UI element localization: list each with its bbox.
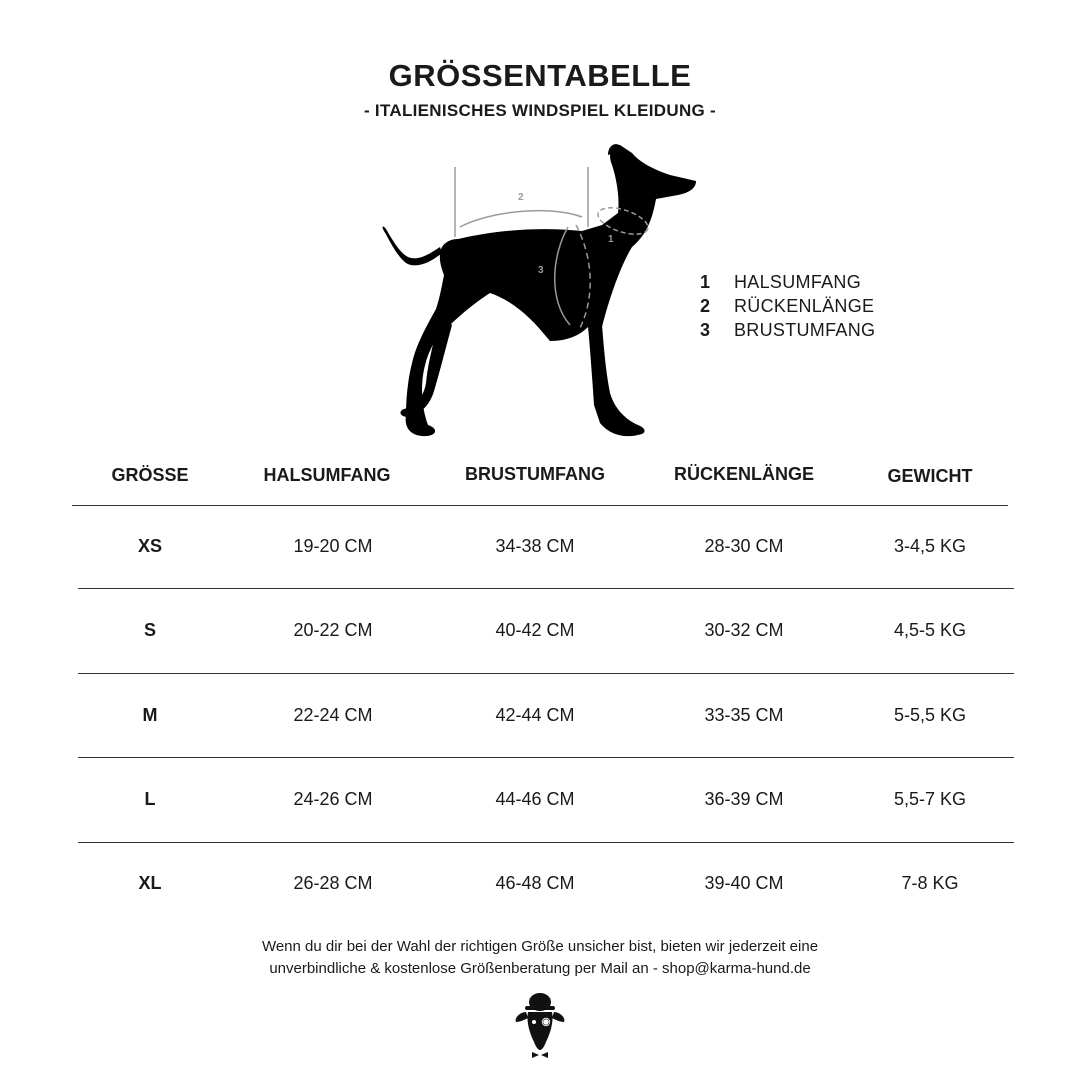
dog-head-logo-icon	[512, 990, 568, 1058]
table-divider	[78, 588, 1014, 589]
header-brustumfang: BRUSTUMFANG	[465, 464, 605, 484]
rueckenlaenge-cell: 33-35 CM	[704, 705, 784, 725]
halsumfang-cell: 22-24 CM	[293, 705, 373, 725]
legend-row-brustumfang	[700, 318, 875, 342]
brustumfang-cell: 34-38 CM	[495, 536, 575, 556]
size-cell: XL	[138, 873, 162, 893]
diagram-marker-2: 2	[518, 192, 524, 203]
brustumfang-cell: 46-48 CM	[495, 873, 575, 893]
measurement-legend	[700, 270, 875, 342]
page-subtitle: - ITALIENISCHES WINDSPIEL KLEIDUNG -	[363, 101, 717, 120]
note-line-2: unverbindliche & kostenlose Größenberatung per Mail an - shop@karma-hund.de	[269, 960, 811, 977]
legend-label: HALSUMFANG	[734, 271, 862, 292]
size-cell: XS	[137, 536, 162, 556]
size-cell: S	[143, 620, 156, 640]
rueckenlaenge-cell: 36-39 CM	[704, 789, 784, 809]
table-divider	[78, 757, 1014, 758]
brustumfang-cell: 42-44 CM	[495, 705, 575, 725]
legend-label: BRUSTUMFANG	[734, 319, 876, 340]
legend-number: 3	[700, 319, 711, 340]
note-line-1: Wenn du dir bei der Wahl der richtigen Größe unsicher bist, bieten wir jederzeit eine	[261, 938, 819, 955]
gewicht-cell: 3-4,5 KG	[893, 536, 967, 556]
size-cell: M	[142, 705, 158, 725]
halsumfang-cell: 26-28 CM	[293, 873, 373, 893]
diagram-marker-3: 3	[538, 265, 544, 276]
legend-row-halsumfang	[700, 270, 875, 294]
size-advice-note	[0, 936, 1080, 980]
table-divider	[78, 842, 1014, 843]
halsumfang-cell: 24-26 CM	[293, 789, 373, 809]
halsumfang-cell: 20-22 CM	[293, 620, 373, 640]
gewicht-cell: 7-8 KG	[901, 873, 959, 893]
size-cell: L	[144, 789, 156, 809]
page-title: GRÖSSENTABELLE	[388, 58, 692, 93]
legend-row-rueckenlaenge	[700, 294, 875, 318]
table-divider	[78, 673, 1014, 674]
header-rueckenlaenge: RÜCKENLÄNGE	[673, 464, 814, 484]
legend-number: 2	[700, 295, 711, 316]
brustumfang-cell: 40-42 CM	[495, 620, 575, 640]
diagram-marker-1: 1	[608, 234, 614, 245]
rueckenlaenge-cell: 30-32 CM	[704, 620, 784, 640]
rueckenlaenge-cell: 28-30 CM	[704, 536, 784, 556]
rueckenlaenge-cell: 39-40 CM	[704, 873, 784, 893]
dog-measurement-diagram	[370, 135, 710, 440]
brustumfang-cell: 44-46 CM	[495, 789, 575, 809]
gewicht-cell: 5-5,5 KG	[893, 705, 967, 725]
legend-number: 1	[700, 271, 711, 292]
legend-label: RÜCKENLÄNGE	[734, 295, 875, 316]
dog-silhouette-icon	[383, 144, 696, 436]
header-gewicht: GEWICHT	[887, 466, 973, 486]
header-groesse: GRÖSSE	[111, 465, 189, 485]
header-halsumfang: HALSUMFANG	[263, 465, 391, 485]
halsumfang-cell: 19-20 CM	[293, 536, 373, 556]
gewicht-cell: 4,5-5 KG	[893, 620, 967, 640]
gewicht-cell: 5,5-7 KG	[893, 789, 967, 809]
table-divider	[72, 505, 1008, 506]
